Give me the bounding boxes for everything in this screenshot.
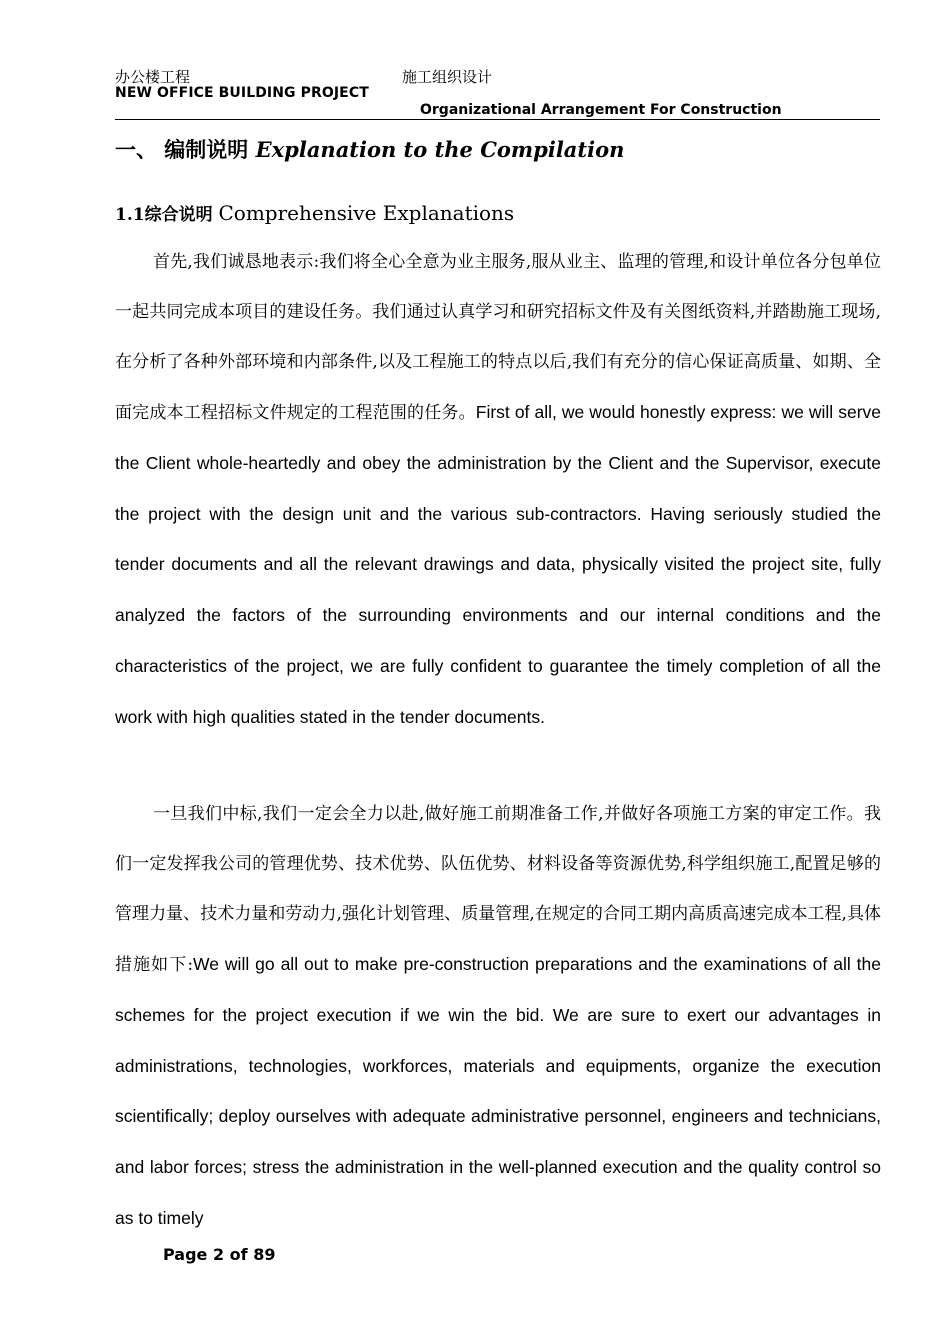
header-divider: [115, 119, 880, 120]
body-paragraph: [115, 790, 881, 1245]
header-doc-type-en: Organizational Arrangement For Construction: [420, 102, 782, 118]
header-doc-type-cn: 施工组织设计: [402, 68, 493, 86]
subsection-heading: [115, 200, 514, 225]
header-project-cn: 办公楼工程: [115, 68, 191, 86]
paragraph-text-cn: 一旦我们中标,我们一定会全力以赴,做好施工前期准备工作,并做好各项施工方案的审定工作。我们一定发挥我公司的管理优势、技术优势、队伍优势、材料设备等资源优势,科学组织施工,配置足够的管理力量、技术力量和劳动力,强化计划管理、质量管理,在规定的合同工期内高质高速完成本工程,具体措施如下:: [115, 804, 881, 975]
paragraph-text-en: We will go all out to make pre-construction preparations and the examinations of all the schemes for the project execution if we win the bid. We are sure to exert our advantages in administrations, technologies, workforces, materials and equipments, organize the execution scientifically; deploy ourselves with adequate administrative personnel, engineers and technicians, and labor forces; stress the administration in the well-planned execution and the quality control so as to timely: [115, 953, 881, 1229]
section-heading-cn: 一、 编制说明: [115, 137, 256, 162]
body-paragraph: [115, 238, 881, 744]
subsection-heading-cn: 1.1综合说明: [115, 205, 219, 225]
section-heading: [115, 134, 624, 164]
section-heading-en: Explanation to the Compilation: [255, 137, 625, 162]
subsection-heading-en: Comprehensive Explanations: [218, 201, 515, 225]
header-project-en: NEW OFFICE BUILDING PROJECT: [115, 85, 369, 101]
paragraph-text-cn: 首先,我们诚恳地表示:我们将全心全意为业主服务,服从业主、监理的管理,和设计单位各分包单位一起共同完成本项目的建设任务。我们通过认真学习和研究招标文件及有关图纸资料,并踏勘施工现场,在分析了各种外部环境和内部条件,以及工程施工的特点以后,我们有充分的信心保证高质量、如期、全面完成本工程招标文件规定的工程范围的任务。: [115, 252, 881, 423]
page-number: Page 2 of 89: [163, 1245, 276, 1264]
paragraph-text-en: First of all, we would honestly express: we will serve the Client whole-heartedly and obey the administration by the Client and the Supervisor, execute the project with the design unit and the various sub-contractors. Having seriously studied the tender documents and all the relevant drawings and data, physically visited the project site, fully analyzed the factors of the surrounding environments and our internal conditions and the characteristics of the project, we are fully confident to guarantee the timely completion of all the work with high qualities stated in the tender documents.: [115, 401, 881, 728]
